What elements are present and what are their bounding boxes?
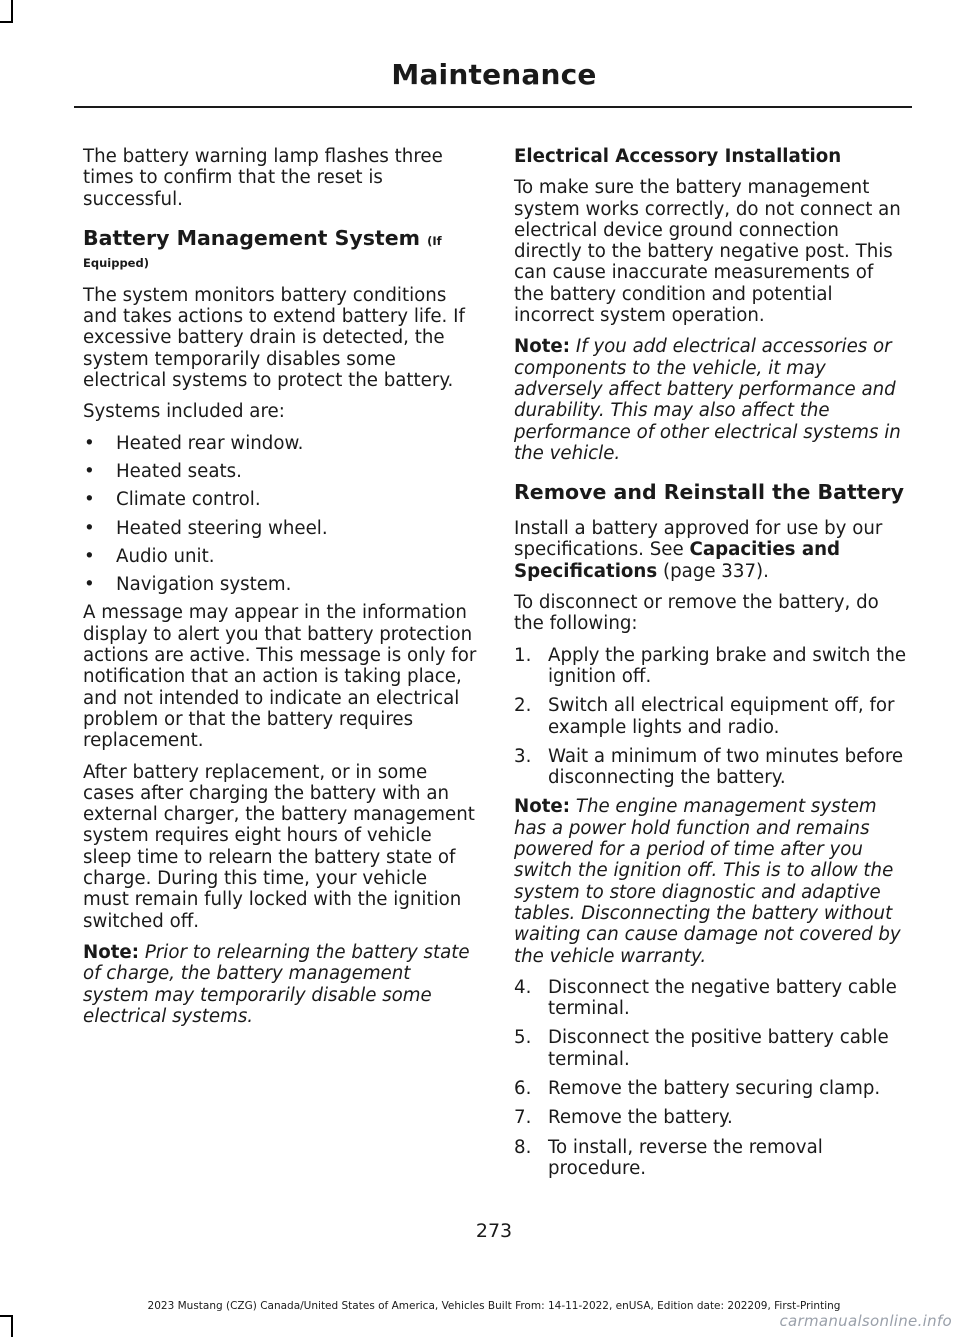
crop-mark [11,0,13,22]
message-paragraph: A message may appear in the information display to alert you that battery protection actions are active. This message is only for notification that an action is taking place, and not intended to indicate an electrical problem or that the battery requires replacement. [83,602,477,752]
system-list-item [83,546,477,567]
step-number: 3. [514,745,532,767]
bullet-marker: • [84,517,95,539]
step-text: Remove the battery. [548,1107,733,1129]
accessory-note [514,336,908,464]
crop-mark [0,1315,13,1317]
step-text: Switch all electrical equipment off, for example lights and radio. [548,695,895,738]
step-text: Wait a minimum of two minutes before disconnecting the battery. [548,745,904,789]
bms-heading-text: Battery Management System [83,225,420,250]
step-text: Apply the parking brake and switch the ignition off. [548,644,907,687]
step-item [514,977,908,1020]
footer-edition-info: 2023 Mustang (CZG) Canada/United States of America, Vehicles Built From: 14-11-2022, enUSA, Edition date: 202209, First-Printing [147,1300,841,1312]
page-number: 273 [475,1220,513,1242]
bullet-marker: • [84,489,95,511]
system-list-item [83,489,477,510]
steps-list-a [514,645,908,789]
step-number: 7. [514,1107,532,1129]
step-text: To install, reverse the removal procedure. [548,1136,823,1179]
steps-list-b [514,977,908,1179]
system-list-item-text: Climate control. [116,489,261,511]
capacities-link[interactable]: Capacities and Specifications [514,539,841,582]
system-list-item [83,518,477,539]
system-list-item [83,574,477,595]
system-list-item-text: Audio unit. [116,545,215,567]
step-item [514,1027,908,1070]
accessory-paragraph: To make sure the battery management system works correctly, do not connect an electrical device ground connection directly to the battery negative post. This can cause inaccurate measurements of the battery condition and potential incorrect system operation. [514,177,901,327]
accessory-heading: Electrical Accessory Installation [514,146,842,167]
system-list-item-text: Heated rear window. [116,432,304,454]
step-item [514,1078,908,1099]
relearn-note [83,942,477,1027]
step-item [514,695,908,738]
note-text: Prior to relearning the battery state of charge, the battery management system may temporarily disable some electrical systems. [83,941,470,1027]
bms-heading [83,226,477,271]
watermark: carmanualsonline.info [779,1312,952,1330]
step-item [514,1107,908,1128]
crop-mark [0,21,13,23]
step-number: 1. [514,644,532,666]
note-text: If you add electrical accessories or components to the vehicle, it may adversely affect battery performance and durability. This may also affect the performance of other electrical systems in the vehicle. [514,336,901,464]
bullet-marker: • [84,432,95,454]
system-list-item-text: Navigation system. [116,574,292,596]
relearn-paragraph: After battery replacement, or in some cases after charging the battery with an external charger, the battery management system requires eight hours of vehicle sleep time to relearn the battery state of charge. During this time, your vehicle must remain fully locked with the ignition switched off. [83,761,475,932]
step-text: Disconnect the positive battery cable terminal. [548,1027,889,1070]
bms-heading-if: (If [427,233,442,248]
step-text: Disconnect the negative battery cable terminal. [548,976,897,1020]
step-item [514,1137,908,1180]
step-number: 2. [514,695,532,717]
reset-intro-paragraph: The battery warning lamp flashes three times to confirm that the reset is successful. [83,146,443,210]
step-item [514,645,908,688]
systems-intro: Systems included are: [83,401,285,423]
system-list-item [83,461,477,482]
step-item [514,746,908,789]
left-column [83,146,477,1037]
bullet-marker: • [84,460,95,482]
crop-mark [11,1315,13,1337]
system-list-item-text: Heated seats. [116,460,242,482]
note-text: The engine management system has a power hold function and remains powered for a period of time after you switch the ignition off. This is to allow the system to store diagnostic and adaptive tables. Disconnecting the battery without waiting can cause damage not covered by the vehicle warranty. [514,796,901,967]
step-number: 5. [514,1027,532,1049]
power-hold-note [514,796,908,966]
systems-list [83,433,477,596]
system-list-item [83,433,477,454]
disconnect-intro: To disconnect or remove the battery, do the following: [514,592,879,635]
bullet-marker: • [84,574,95,596]
note-label: Note: [514,796,571,818]
install-paragraph [514,518,908,582]
right-column [514,146,908,1187]
step-number: 4. [514,976,532,998]
install-page-ref: (page 337). [663,560,769,582]
bullet-marker: • [84,545,95,567]
step-number: 6. [514,1077,532,1099]
bms-heading-equipped: Equipped) [83,255,149,270]
header-divider [74,106,912,108]
bms-paragraph: The system monitors battery conditions and takes actions to extend battery life. If excessive battery drain is detected, the system temporarily disables some electrical systems to protect the battery. [83,284,465,392]
page-title: Maintenance [391,58,597,91]
note-label: Note: [83,941,140,963]
note-label: Note: [514,336,571,358]
step-number: 8. [514,1136,532,1158]
remove-reinstall-heading: Remove and Reinstall the Battery [514,480,904,505]
system-list-item-text: Heated steering wheel. [116,517,328,539]
install-text: Install a battery approved for use by our specifications. See [514,518,883,561]
step-text: Remove the battery securing clamp. [548,1077,881,1099]
